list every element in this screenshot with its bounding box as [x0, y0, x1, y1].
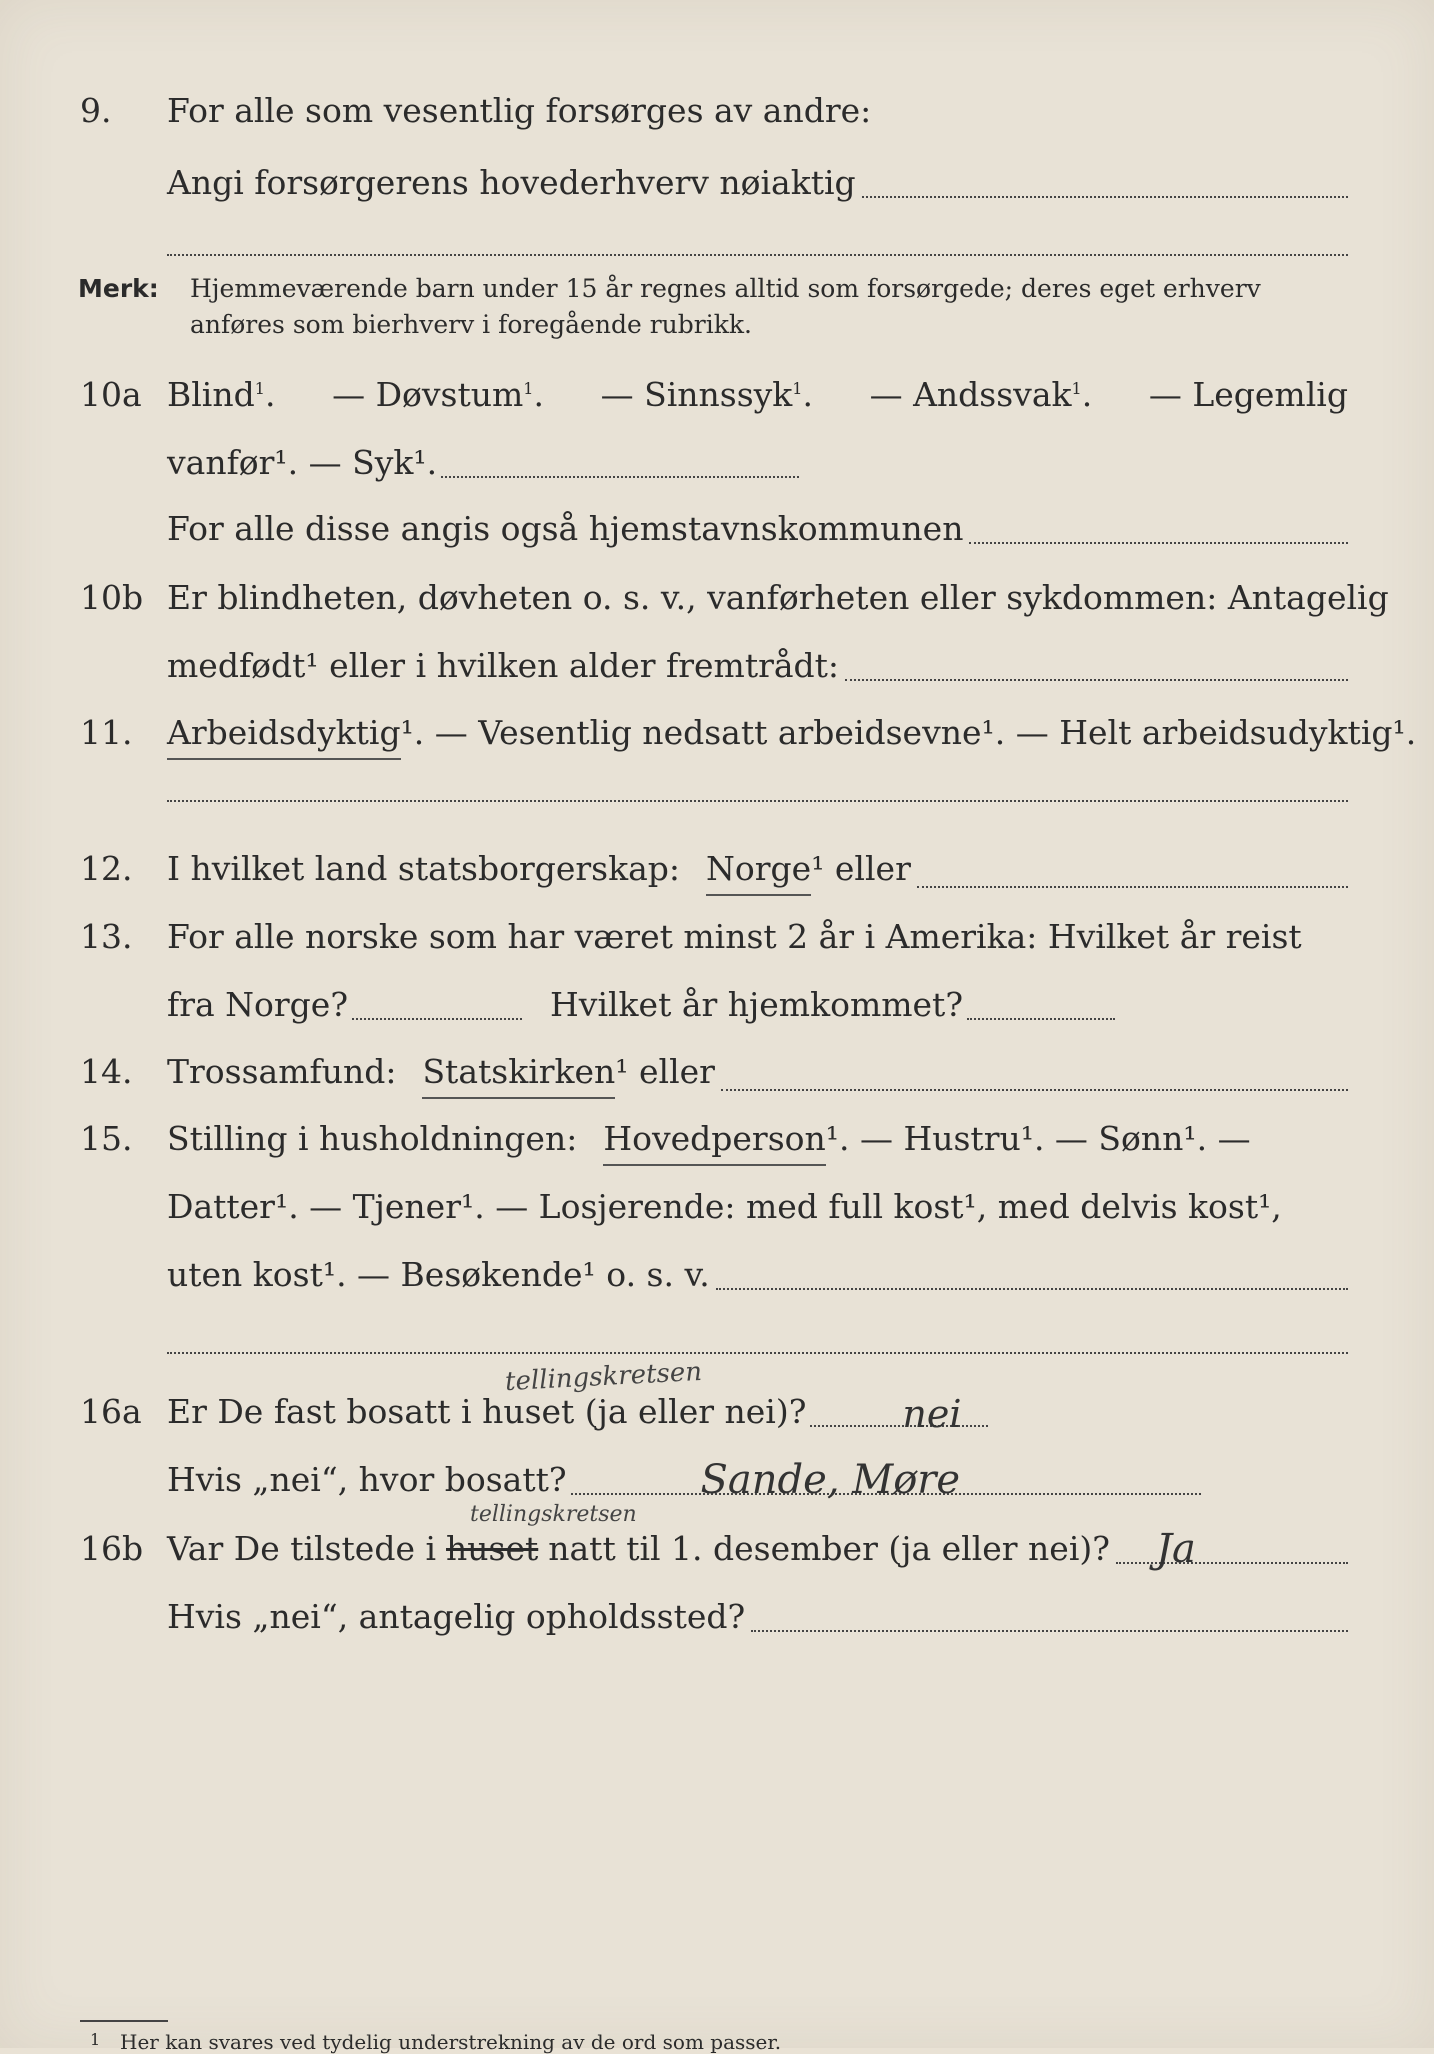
note-text: Hjemmeværende barn under 15 år regnes alltid som forsørgede; deres eget erhverv — [190, 274, 1261, 303]
handwritten-insert: tellingskretsen — [504, 1356, 703, 1398]
answer-field[interactable] — [845, 679, 1348, 681]
question-text: natt til 1. desember (ja eller nei)? — [548, 1529, 1110, 1568]
question-text: For alle norske som har været minst 2 år i Amerika: Hvilket år reist — [167, 917, 1302, 956]
question-16b-line2 — [0, 1594, 1434, 1640]
question-14 — [0, 1049, 1434, 1095]
question-text: Stilling i husholdningen: — [167, 1119, 578, 1158]
question-text: uten kost¹. — Besøkende¹ o. s. v. — [167, 1255, 710, 1294]
handwritten-answer: Ja — [1155, 1526, 1196, 1572]
footnote — [90, 2030, 782, 2054]
option-legemlig: — Legemlig — [1148, 375, 1348, 414]
question-text: Angi forsørgerens hovederhverv nøiaktig — [167, 163, 856, 202]
question-16a — [0, 1389, 1434, 1435]
question-16b — [0, 1526, 1434, 1572]
question-10a: 10a Blind$^1$. — Døvstum$^1$. — Sinnssyk$^1$. — Andssvak$^1$. — Legemlig — [0, 372, 1434, 418]
handwritten-insert: tellingskretsen — [470, 1502, 637, 1527]
question-text: Trossamfund: — [167, 1052, 397, 1091]
question-number: 10b — [80, 578, 144, 617]
footnote-text: Her kan svares ved tydelig understrekning av de ord som passer. — [120, 2030, 782, 2054]
answer-field[interactable] — [441, 476, 799, 478]
question-text: ¹. — Hustru¹. — Sønn¹. — — [825, 1119, 1251, 1158]
answer-field-hjemkommet[interactable] — [967, 1018, 1115, 1020]
handwritten-answer: Sande, Møre — [700, 1457, 961, 1503]
note-label: Merk: — [78, 274, 159, 303]
question-10a-line2 — [0, 440, 1434, 486]
question-text: I hvilket land statsborgerskap: — [167, 849, 681, 888]
question-15-line3 — [0, 1252, 1434, 1298]
option-blind: Blind — [167, 375, 255, 414]
question-text: medfødt¹ eller i hvilken alder fremtrådt: — [167, 646, 840, 685]
option-andssvak: — Andssvak — [869, 375, 1072, 414]
footnote-mark: 1 — [90, 2030, 101, 2049]
question-text: For alle som vesentlig forsørges av andre: — [167, 91, 872, 130]
note-text: anføres som bierhverv i foregående rubrikk. — [190, 310, 752, 339]
question-number: 12. — [80, 849, 133, 888]
question-11 — [0, 710, 1434, 756]
question-text: Hvilket år hjemkommet? — [550, 985, 964, 1024]
underlined-answer: Hovedperson — [603, 1116, 825, 1166]
question-9 — [0, 88, 1434, 134]
answer-field-line[interactable] — [167, 254, 1348, 256]
question-15-line2 — [0, 1184, 1434, 1230]
answer-field[interactable] — [917, 886, 1348, 888]
answer-field[interactable] — [969, 542, 1348, 544]
question-15 — [0, 1116, 1434, 1162]
question-10b-line2 — [0, 643, 1434, 689]
answer-field-line[interactable] — [167, 800, 1348, 802]
question-text: Er De fast bosatt i huset (ja eller nei)? — [167, 1392, 807, 1431]
question-13-line2 — [0, 982, 1434, 1028]
question-text: Hvis „nei“, antagelig opholdssted? — [167, 1597, 746, 1636]
underlined-answer: Norge — [706, 846, 811, 896]
question-10a-line3 — [0, 506, 1434, 552]
question-number: 15. — [80, 1119, 133, 1158]
question-text: Datter¹. — Tjener¹. — Losjerende: med full kost¹, med delvis kost¹, — [167, 1187, 1282, 1226]
answer-field-line[interactable] — [167, 1352, 1348, 1354]
handwritten-answer: nei — [902, 1392, 962, 1436]
struck-word: huset — [446, 1529, 539, 1568]
underlined-answer: Statskirken — [422, 1049, 615, 1099]
question-number: 14. — [80, 1052, 133, 1091]
answer-field[interactable] — [721, 1089, 1348, 1091]
question-number: 10a — [80, 375, 142, 414]
answer-field[interactable] — [751, 1630, 1348, 1632]
question-text: ¹ eller — [615, 1052, 715, 1091]
question-16a-line2 — [0, 1457, 1434, 1503]
footnote-rule — [80, 2020, 168, 2022]
question-text: fra Norge? — [167, 985, 349, 1024]
question-text: Var De tilstede i — [167, 1529, 437, 1568]
question-12 — [0, 846, 1434, 892]
answer-field-reist[interactable] — [352, 1018, 522, 1020]
question-text: For alle disse angis også hjemstavnskommunen — [167, 509, 964, 548]
question-number: 16a — [80, 1392, 142, 1431]
answer-field[interactable] — [571, 1457, 1201, 1503]
option-dovstum: — Døvstum — [332, 375, 524, 414]
question-number: 13. — [80, 917, 133, 956]
question-number: 16b — [80, 1529, 144, 1568]
question-number: 11. — [80, 713, 133, 752]
question-9-line2 — [0, 160, 1434, 206]
question-text: ¹. — Vesentlig nedsatt arbeidsevne¹. — Helt arbeidsudyktig¹. — [400, 713, 1417, 752]
question-number: 9. — [80, 91, 112, 130]
question-text: Hvis „nei“, hvor bosatt? — [167, 1460, 567, 1499]
answer-field[interactable] — [716, 1288, 1348, 1290]
question-13 — [0, 914, 1434, 960]
answer-field[interactable] — [1116, 1526, 1348, 1572]
underlined-answer: Arbeidsdyktig — [167, 710, 401, 760]
question-text: Er blindheten, døvheten o. s. v., vanførheten eller sykdommen: Antagelig — [167, 578, 1389, 617]
option-sinnssyk: — Sinnssyk — [600, 375, 793, 414]
question-text: ¹ eller — [811, 849, 911, 888]
answer-field[interactable] — [862, 196, 1348, 198]
question-text: vanfør¹. — Syk¹. — [167, 443, 438, 482]
question-10b — [0, 575, 1434, 621]
answer-field[interactable] — [810, 1392, 988, 1436]
